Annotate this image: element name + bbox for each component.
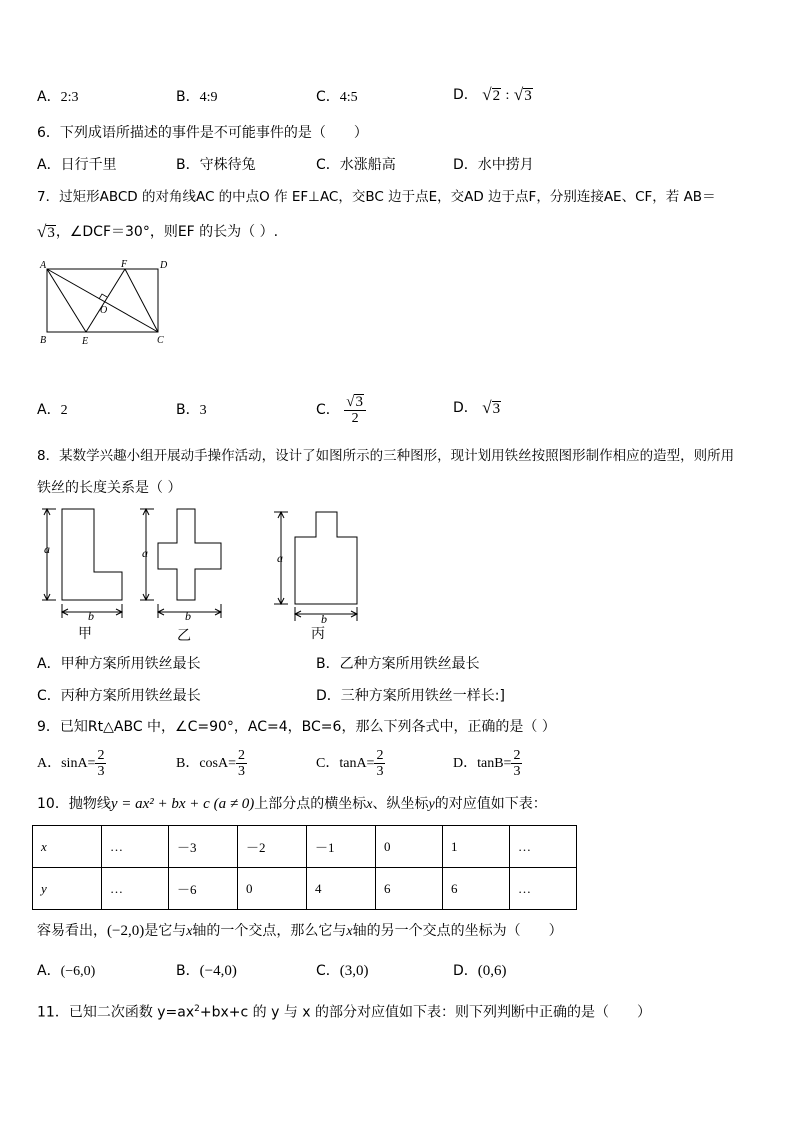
label-c: C <box>157 335 164 346</box>
yi-a-label: a <box>142 546 148 560</box>
bing-a-label: a <box>277 551 283 565</box>
shape-jia <box>62 509 122 600</box>
caption-jia: 甲 <box>78 627 92 642</box>
table-cell: … <box>102 826 169 868</box>
q10-follow-up: 容易看出，(−2,0)是它与x轴的一个交点，那么它与x轴的另一个交点的坐标为（ ） <box>37 923 563 939</box>
segment-ae <box>47 269 86 332</box>
table-cell: 0 <box>376 826 443 868</box>
q10-option-c: C．(3,0) <box>316 963 369 979</box>
q7-option-b: B．3 <box>176 402 207 418</box>
q9-option-a: A．sinA= $\frac{2}{3}$ <box>37 747 105 779</box>
q6-option-c: C．水涨船高 <box>316 157 396 173</box>
q7-rectangle-figure <box>36 256 166 348</box>
q8-shapes-figure <box>36 502 376 644</box>
q7-option-c: C． √ 3 2 <box>316 390 366 430</box>
jia-b-label: b <box>88 609 94 623</box>
q10-stem: 10．抛物线y = ax² + bx + c (a ≠ 0)上部分点的横坐标x、纵坐标y的对应值如下表： <box>37 796 547 812</box>
jia-a-label: a <box>44 542 50 556</box>
bing-b-label: b <box>321 612 327 626</box>
q8-option-c: C．丙种方案所用铁丝最长 <box>37 688 201 704</box>
q10-option-b: B．(−4,0) <box>176 963 237 979</box>
table-cell: －6 <box>169 868 238 910</box>
table-row-x <box>33 826 577 868</box>
table-cell: y <box>33 868 102 910</box>
table-cell: 6 <box>443 868 510 910</box>
q8-option-d: D．三种方案所用铁丝一样长:] <box>316 688 505 704</box>
q9-option-d: D．tanB= $\frac{2}{3}$ <box>453 747 521 779</box>
q9-option-c: C．tanA= $\frac{2}{3}$ <box>316 747 384 779</box>
table-row-y <box>33 868 577 910</box>
q6-option-b: B．守株待兔 <box>176 157 256 173</box>
q6-option-a: A．日行千里 <box>37 157 117 173</box>
label-o: O <box>100 305 108 316</box>
q6-option-d: D．水中捞月 <box>453 157 534 173</box>
table-cell: … <box>510 868 577 910</box>
shape-yi <box>158 509 221 600</box>
table-cell: 6 <box>376 868 443 910</box>
q7-stem-line2: √ 3 ，∠DCF＝30°，则EF 的长为（ ）. <box>37 222 279 241</box>
q5-option-c: C．4:5 <box>316 89 358 105</box>
table-cell: －2 <box>238 826 307 868</box>
table-cell: －1 <box>307 826 376 868</box>
q10-option-a: A．(−6,0) <box>37 963 96 979</box>
shape-bing <box>295 512 357 604</box>
q8-stem-line1: 8．某数学兴趣小组开展动手操作活动，设计了如图所示的三种图形，现计划用铁丝按照图形制作相应的造型，则所用 <box>37 448 735 464</box>
q10-value-table <box>32 825 577 910</box>
q5-option-a: A．2:3 <box>37 89 79 105</box>
segment-ef <box>86 269 125 332</box>
q7-option-a: A．2 <box>37 402 68 418</box>
label-a: A <box>40 260 47 271</box>
q8-stem-line2: 铁丝的长度关系是（ ） <box>37 480 182 496</box>
q7-option-d: D． √ 3 <box>453 398 501 417</box>
q8-option-b: B．乙种方案所用铁丝最长 <box>316 656 480 672</box>
right-angle-mark <box>99 294 107 299</box>
label-d: D <box>160 260 168 271</box>
table-cell: x <box>33 826 102 868</box>
q9-stem: 9．已知Rt△ABC 中，∠C=90°，AC=4，BC=6，那么下列各式中，正确的是（ ） <box>37 719 556 735</box>
q5-option-d: D． √ 2 : √ 3 <box>453 85 532 104</box>
table-cell: －3 <box>169 826 238 868</box>
q11-stem: 11．已知二次函数 $y=ax^2+bx+c$ 的 y 与 x 的部分对应值如下表：则下列判断中正确的是（ ） <box>37 1004 652 1021</box>
q5-option-b: B．4:9 <box>176 89 218 105</box>
label-e: E <box>82 336 89 347</box>
q9-option-b: B．cosA= $\frac{2}{3}$ <box>176 747 246 779</box>
table-cell: 4 <box>307 868 376 910</box>
table-cell: … <box>510 826 577 868</box>
q6-stem: 6．下列成语所描述的事件是不可能事件的是（ ） <box>37 125 368 141</box>
q10-option-d: D．(0,6) <box>453 963 507 979</box>
q7-stem-line1: 7．过矩形ABCD 的对角线AC 的中点O 作 EF⊥AC，交BC 边于点E，交AD 边于点F，分别连接AE、CF，若 AB＝ <box>37 189 716 205</box>
caption-yi: 乙 <box>177 629 191 644</box>
table-cell: 1 <box>443 826 510 868</box>
table-cell: … <box>102 868 169 910</box>
q8-option-a: A．甲种方案所用铁丝最长 <box>37 656 201 672</box>
label-f: F <box>121 259 128 270</box>
caption-bing: 丙 <box>311 627 325 642</box>
table-cell: 0 <box>238 868 307 910</box>
label-b: B <box>40 335 47 346</box>
yi-b-label: b <box>185 609 191 623</box>
